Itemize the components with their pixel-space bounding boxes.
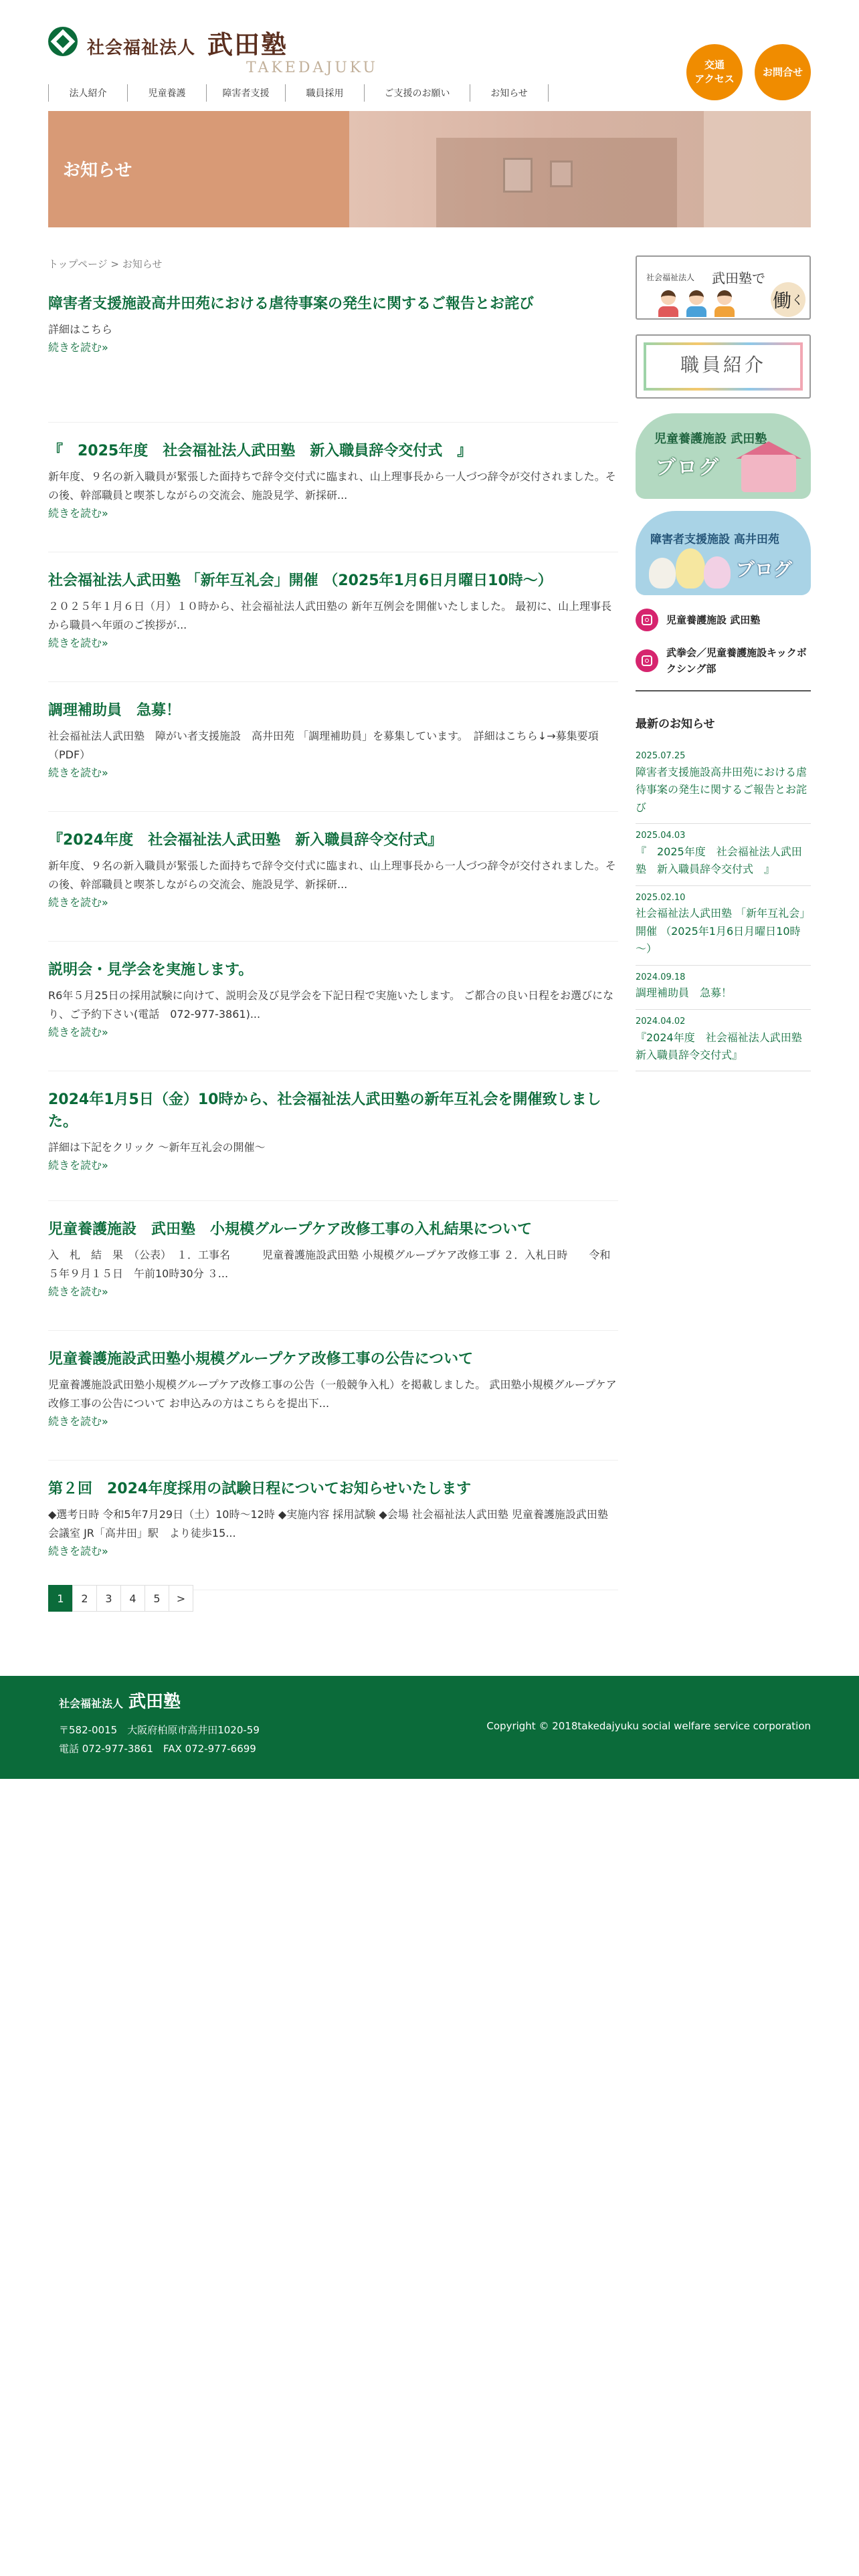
instagram-icon (636, 649, 658, 672)
footer-phone: 電話 072-977-3861 FAX 072-977-6699 (59, 1742, 256, 1755)
news-date: 2024.09.18 (636, 972, 686, 982)
site-header (0, 0, 859, 114)
read-more-link[interactable]: 続きを読む» (48, 1545, 108, 1558)
article-excerpt: 入 札 結 果 （公表） １．工事名 児童養護施設武田塾 小規模グループケア改修工事 ２．入札日時 令和５年９月１５日 午前10時30分 ３... (48, 1249, 611, 1280)
footer-address-block (59, 1721, 260, 1759)
blog2-line2: ブログ (736, 558, 793, 580)
sidebar-divider (636, 690, 811, 691)
work-banner-name: 武田塾で (712, 270, 765, 286)
article-title[interactable]: 社会福祉法人武田塾 「新年互礼会」開催 （2025年1月6日月曜日10時～） (48, 572, 553, 589)
nav-item-corporation[interactable]: 法人紹介 (48, 84, 127, 102)
news-date: 2025.02.10 (636, 892, 686, 903)
house-icon (741, 455, 796, 492)
banner-photo (349, 111, 811, 227)
logo-mark-icon (48, 27, 78, 56)
logo-roman: TAKEDAJUKU (246, 60, 378, 76)
news-date: 2025.04.03 (636, 830, 686, 841)
article-excerpt: R6年５月25日の採用試験に向けて、説明会及び見学会を下記日程で実施いたします。 ご都合の良い日程をお選びになり、ご予約下さい(電話 072-977-3861)... (48, 989, 614, 1021)
read-more-link[interactable]: 続きを読む» (48, 1415, 108, 1428)
news-link[interactable]: 『 2025年度 社会福祉法人武田塾 新入職員辞令交付式 』 (636, 845, 802, 876)
footer-address: 〒582-0015 大阪府柏原市高井田1020-59 (59, 1724, 260, 1736)
instagram-label: 武拳会／児童養護施設キックボクシング部 (666, 647, 807, 675)
news-date: 2025.07.25 (636, 751, 686, 761)
news-list (48, 293, 618, 1590)
access-button[interactable]: 交通 アクセス (686, 44, 743, 100)
latest-news-heading: 最新のお知らせ (636, 718, 715, 731)
read-more-link[interactable]: 続きを読む» (48, 1026, 108, 1039)
work-banner-char: 働 く (771, 282, 805, 317)
copyright: Copyright © 2018takedajyuku social welfare service corporation (486, 1720, 811, 1732)
breadcrumb (48, 257, 162, 271)
nav-item-recruitment[interactable]: 職員採用 (285, 84, 364, 102)
news-link[interactable]: 調理補助員 急募！ (636, 986, 733, 1000)
article-excerpt: 社会福祉法人武田塾 障がい者支援施設 高井田苑 「調理補助員」を募集しています。 詳細はこちら↓→募集要項（PDF） (48, 730, 599, 761)
site-footer (0, 1676, 859, 1779)
read-more-link[interactable]: 続きを読む» (48, 1159, 108, 1172)
work-banner-corp: 社会福祉法人 (646, 273, 695, 282)
footer-logo (59, 1688, 181, 1713)
page-title: お知らせ (63, 160, 132, 181)
child-care-blog-banner[interactable] (636, 413, 811, 499)
nav-item-donation[interactable]: ご支援のお願い (364, 84, 470, 102)
contact-button[interactable]: お問合せ (755, 44, 811, 100)
instagram-icon (636, 609, 658, 631)
staff-banner-label: 職員紹介 (680, 354, 766, 376)
read-more-link[interactable]: 続きを読む» (48, 637, 108, 649)
article-title[interactable]: 第２回 2024年度採用の試験日程についてお知らせいたします (48, 1481, 472, 1497)
article-excerpt: 児童養護施設武田塾小規模グループケア改修工事の公告（一般競争入札）を掲載しました。 武田塾小規模グループケア改修工事の公告について お申込みの方はこちらを提出下... (48, 1378, 617, 1410)
article-excerpt: 新年度、９名の新入職員が緊張した面持ちで辞令交付式に臨まれ、山上理事長から一人づつ辞令が交付されました。その後、幹部職員と喫茶しながらの交流会、施設見学、新採研... (48, 470, 616, 502)
article-excerpt: 詳細は下記をクリック 〜新年互礼会の開催〜 (48, 1141, 266, 1154)
news-article (48, 942, 618, 1071)
list-item (636, 1010, 811, 1072)
article-excerpt: ◆選考日時 令和5年7月29日（土）10時〜12時 ◆実施内容 採用試験 ◆会場 社会福祉法人武田塾 児童養護施設武田塾 会議室 JR「高井田」駅 より徒歩15... (48, 1508, 619, 1539)
news-article (48, 293, 618, 423)
photo-frame-icon (503, 158, 533, 193)
article-title[interactable]: 児童養護施設 武田塾 小規模グループケア改修工事の入札結果について (48, 1221, 533, 1238)
instagram-label: 児童養護施設 武田塾 (666, 614, 761, 626)
news-link[interactable]: 『2024年度 社会福祉法人武田塾 新入職員辞令交付式』 (636, 1031, 813, 1061)
disability-support-blog-banner[interactable] (636, 511, 811, 595)
news-article (48, 812, 618, 942)
article-excerpt: ２０２５年１月６日（月）１０時から、社会福祉法人武田塾の 新年互例会を開催いたしました。 最初に、山上理事長から職員へ年頭のご挨拶が... (48, 600, 612, 631)
read-more-link[interactable]: 続きを読む» (48, 341, 108, 354)
character-icon (649, 558, 676, 588)
blog1-line1: 児童養護施設 武田塾 (654, 432, 767, 446)
news-article (48, 682, 618, 812)
page-4-button[interactable]: 4 (120, 1585, 145, 1612)
blog1-line2: ブログ (656, 456, 720, 479)
work-at-takedajuku-banner[interactable] (636, 255, 811, 320)
character-icon (704, 556, 731, 588)
news-article (48, 1331, 618, 1461)
footer-corp: 社会福祉法人 (59, 1697, 124, 1710)
news-article (48, 423, 618, 552)
news-article (48, 1201, 618, 1331)
nav-item-news[interactable]: お知らせ (470, 84, 549, 102)
news-date: 2024.04.02 (636, 1016, 686, 1027)
page-3-button[interactable]: 3 (96, 1585, 121, 1612)
article-excerpt: 詳細はこちら (48, 323, 113, 336)
footer-name: 武田塾 (128, 1692, 181, 1712)
breadcrumb-separator: > (107, 258, 122, 270)
article-title[interactable]: 説明会・見学会を実施します。 (48, 962, 254, 978)
read-more-link[interactable]: 続きを読む» (48, 766, 108, 779)
staff-illustration-icon (685, 290, 708, 317)
news-link[interactable]: 社会福祉法人武田塾 「新年互礼会」開催 （2025年1月6日月曜日10時～） (636, 907, 811, 956)
instagram-link-kickboxing[interactable] (636, 645, 811, 677)
character-icon (676, 548, 705, 588)
nav-item-disability-support[interactable]: 障害者支援 (206, 84, 285, 102)
article-title[interactable]: 調理補助員 急募！ (48, 702, 181, 719)
article-title[interactable]: 『2024年度 社会福祉法人武田塾 新入職員辞令交付式』 (48, 832, 443, 849)
site-logo[interactable] (48, 24, 378, 76)
page-2-button[interactable]: 2 (72, 1585, 97, 1612)
blog2-line1: 障害者支援施設 高井田苑 (650, 533, 779, 546)
instagram-link-child-care[interactable] (636, 609, 811, 631)
list-item (636, 824, 811, 886)
list-item (636, 966, 811, 1010)
staff-illustration-icon (713, 290, 736, 317)
photo-frame-icon (550, 160, 573, 187)
pagination (48, 1585, 193, 1612)
news-article (48, 1071, 618, 1201)
article-excerpt: 新年度、９名の新入職員が緊張した面持ちで辞令交付式に臨まれ、山上理事長から一人づつ辞令が交付されました。その後、幹部職員と喫茶しながらの交流会、施設見学、新採研... (48, 859, 616, 891)
article-title[interactable]: 2024年1月5日（金）10時から、社会福祉法人武田塾の新年互礼会を開催致しました。 (48, 1091, 601, 1130)
news-article (48, 552, 618, 682)
staff-introduction-banner[interactable] (636, 334, 811, 399)
read-more-link[interactable]: 続きを読む» (48, 507, 108, 520)
global-nav (48, 84, 549, 102)
page-5-button[interactable]: 5 (145, 1585, 169, 1612)
list-item (636, 886, 811, 966)
article-title[interactable]: 障害者支援施設高井田苑における虐待事案の発生に関するご報告とお詫び (48, 296, 535, 312)
logo-name: 武田塾 (207, 29, 288, 60)
read-more-link[interactable]: 続きを読む» (48, 1285, 108, 1298)
page-1-button[interactable]: 1 (48, 1585, 73, 1612)
nav-item-child-care[interactable]: 児童養護 (127, 84, 206, 102)
sidebar (636, 255, 811, 1071)
staff-illustration-icon (657, 290, 680, 317)
breadcrumb-home[interactable]: トップページ (48, 258, 108, 270)
next-page-button[interactable]: > (169, 1585, 193, 1612)
article-title[interactable]: 児童養護施設武田塾小規模グループケア改修工事の公告について (48, 1351, 474, 1368)
news-article (48, 1461, 618, 1590)
read-more-link[interactable]: 続きを読む» (48, 896, 108, 909)
logo-corp: 社会福祉法人 (87, 38, 196, 58)
article-title[interactable]: 『 2025年度 社会福祉法人武田塾 新入職員辞令交付式 』 (48, 443, 472, 459)
latest-news-list (636, 744, 811, 1071)
page-banner (48, 111, 811, 227)
news-link[interactable]: 障害者支援施設高井田苑における虐待事案の発生に関するご報告とお詫び (636, 765, 807, 814)
list-item (636, 744, 811, 824)
breadcrumb-current: お知らせ (122, 258, 163, 270)
